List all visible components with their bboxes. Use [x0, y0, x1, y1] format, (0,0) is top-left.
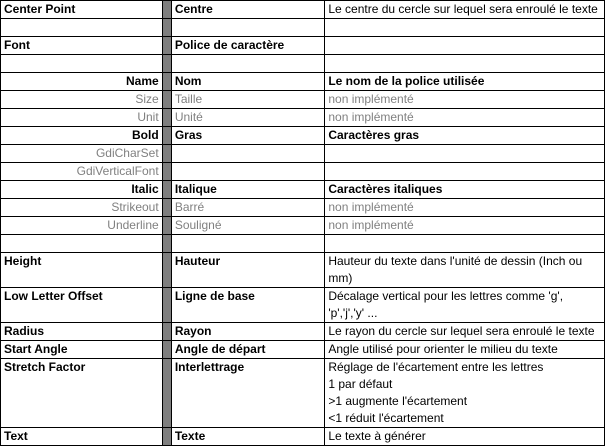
translation-cell[interactable]: Centre [171, 1, 325, 19]
property-name-cell[interactable]: Strikeout [1, 199, 163, 217]
separator-column [162, 109, 171, 127]
translation-cell[interactable]: Nom [171, 73, 325, 91]
translation-cell[interactable]: Texte [171, 428, 325, 446]
table-row [1, 109, 605, 127]
property-name-cell[interactable]: Font [1, 37, 163, 55]
separator-column [162, 55, 171, 73]
table-row [1, 37, 605, 55]
description-cell[interactable] [325, 37, 605, 55]
translation-cell[interactable]: Rayon [171, 323, 325, 341]
description-cell[interactable]: non implémenté [325, 109, 605, 127]
property-name-cell[interactable] [1, 55, 163, 73]
property-name-cell[interactable]: Italic [1, 181, 163, 199]
translation-cell[interactable]: Gras [171, 127, 325, 145]
separator-column [162, 145, 171, 163]
table-row [1, 199, 605, 217]
translation-cell[interactable]: Souligné [171, 217, 325, 235]
table-row [1, 235, 605, 253]
description-cell[interactable]: Le centre du cercle sur lequel sera enroulé le texte [325, 1, 605, 19]
translation-cell[interactable]: Taille [171, 91, 325, 109]
property-name-cell[interactable]: Unit [1, 109, 163, 127]
property-name-cell[interactable]: Low Letter Offset [1, 288, 163, 323]
separator-column [162, 19, 171, 37]
translation-cell[interactable]: Barré [171, 199, 325, 217]
table-row [1, 253, 605, 288]
table-row [1, 428, 605, 446]
description-cell[interactable]: Décalage vertical pour les lettres comme 'g', 'p','j','y' ... [325, 288, 605, 323]
separator-column [162, 181, 171, 199]
table-row [1, 217, 605, 235]
property-name-cell[interactable]: Name [1, 73, 163, 91]
separator-column [162, 428, 171, 446]
separator-column [162, 1, 171, 19]
table-row [1, 91, 605, 109]
property-name-cell[interactable]: Bold [1, 127, 163, 145]
table-row [1, 359, 605, 428]
separator-column [162, 235, 171, 253]
property-name-cell[interactable] [1, 235, 163, 253]
translation-cell[interactable]: Police de caractère [171, 37, 325, 55]
description-cell[interactable]: Angle utilisé pour orienter le milieu du texte [325, 341, 605, 359]
property-name-cell[interactable] [1, 19, 163, 37]
description-cell[interactable]: non implémenté [325, 199, 605, 217]
translation-cell[interactable]: Ligne de base [171, 288, 325, 323]
property-name-cell[interactable]: Radius [1, 323, 163, 341]
separator-column [162, 341, 171, 359]
property-name-cell[interactable]: Size [1, 91, 163, 109]
property-name-cell[interactable]: Center Point [1, 1, 163, 19]
translation-cell[interactable] [171, 55, 325, 73]
separator-column [162, 127, 171, 145]
property-name-cell[interactable]: Stretch Factor [1, 359, 163, 428]
description-cell[interactable]: Le nom de la police utilisée [325, 73, 605, 91]
description-cell[interactable] [325, 163, 605, 181]
table-row [1, 341, 605, 359]
separator-column [162, 253, 171, 288]
separator-column [162, 217, 171, 235]
translation-cell[interactable] [171, 19, 325, 37]
table-row [1, 145, 605, 163]
description-cell[interactable]: Caractères gras [325, 127, 605, 145]
table-row [1, 127, 605, 145]
property-name-cell[interactable]: GdiCharSet [1, 145, 163, 163]
description-cell[interactable] [325, 145, 605, 163]
translation-cell[interactable] [171, 163, 325, 181]
description-cell[interactable]: Réglage de l'écartement entre les lettres 1 par défaut >1 augmente l'écartement <1 réduit l'écartement [325, 359, 605, 428]
separator-column [162, 323, 171, 341]
property-name-cell[interactable]: Start Angle [1, 341, 163, 359]
separator-column [162, 359, 171, 428]
separator-column [162, 91, 171, 109]
property-name-cell[interactable]: Text [1, 428, 163, 446]
separator-column [162, 199, 171, 217]
description-cell[interactable]: Hauteur du texte dans l'unité de dessin (Inch ou mm) [325, 253, 605, 288]
separator-column [162, 163, 171, 181]
description-cell[interactable]: Le rayon du cercle sur lequel sera enroulé le texte [325, 323, 605, 341]
translation-cell[interactable]: Interlettrage [171, 359, 325, 428]
property-name-cell[interactable]: Underline [1, 217, 163, 235]
description-cell[interactable]: Caractères italiques [325, 181, 605, 199]
table-row [1, 55, 605, 73]
table-row [1, 19, 605, 37]
table-row [1, 1, 605, 19]
translation-cell[interactable]: Angle de départ [171, 341, 325, 359]
table-body [1, 1, 605, 446]
property-name-cell[interactable]: Height [1, 253, 163, 288]
translation-cell[interactable] [171, 145, 325, 163]
translation-cell[interactable]: Italique [171, 181, 325, 199]
description-cell[interactable]: Le texte à générer [325, 428, 605, 446]
table-row [1, 288, 605, 323]
table-row [1, 323, 605, 341]
translation-cell[interactable]: Hauteur [171, 253, 325, 288]
description-cell[interactable]: non implémenté [325, 91, 605, 109]
description-cell[interactable] [325, 19, 605, 37]
description-cell[interactable] [325, 235, 605, 253]
table-row [1, 73, 605, 91]
property-name-cell[interactable]: GdiVerticalFont [1, 163, 163, 181]
translation-cell[interactable]: Unité [171, 109, 325, 127]
separator-column [162, 73, 171, 91]
description-cell[interactable]: non implémenté [325, 217, 605, 235]
translation-cell[interactable] [171, 235, 325, 253]
table-row [1, 181, 605, 199]
table-row [1, 163, 605, 181]
description-cell[interactable] [325, 55, 605, 73]
separator-column [162, 288, 171, 323]
separator-column [162, 37, 171, 55]
